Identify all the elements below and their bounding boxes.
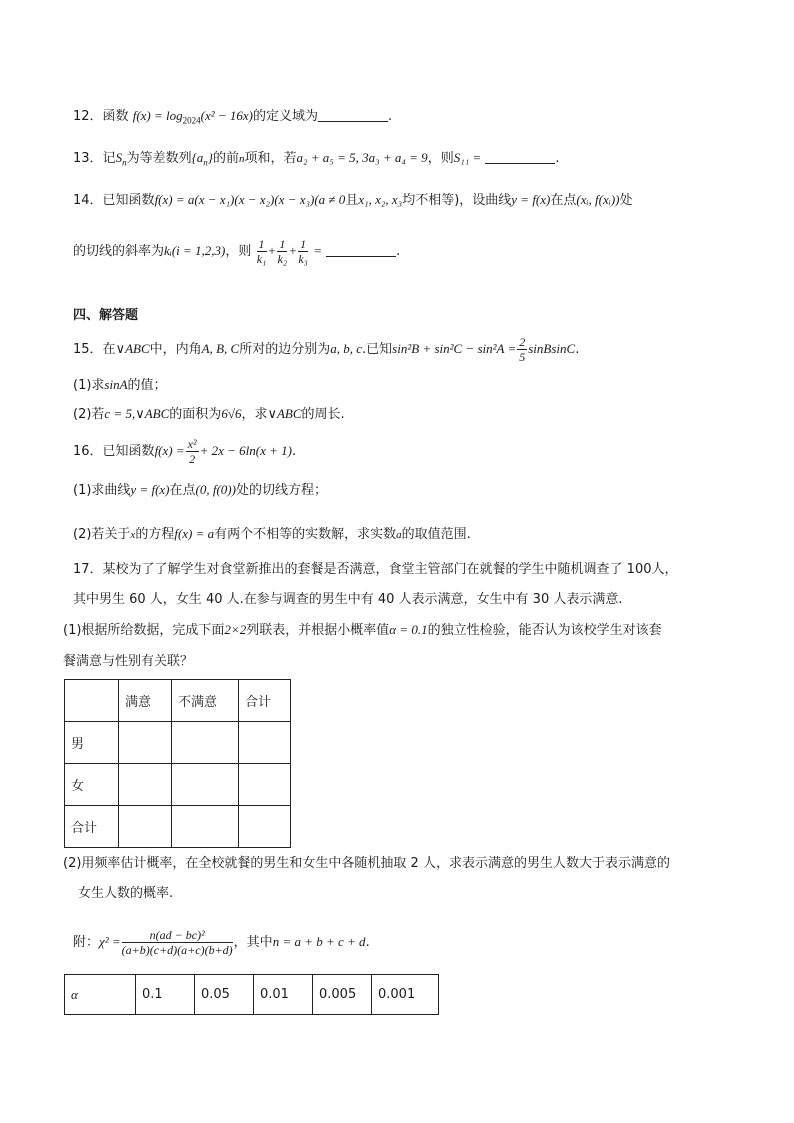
q16-formula: + 2x − 6ln(x + 1) — [199, 443, 292, 458]
q15-text: (1)求 — [73, 378, 105, 393]
q16-var: x — [130, 529, 136, 541]
table-cell[interactable] — [119, 722, 172, 764]
q14-text: 且 — [345, 193, 359, 208]
table-cell: 0.1 — [136, 975, 195, 1015]
question-number: 14． — [73, 193, 103, 208]
q16-text: 在点 — [169, 483, 196, 498]
table-cell[interactable] — [239, 722, 291, 764]
q13-text: 的前 — [212, 151, 239, 166]
question-14 — [73, 190, 633, 211]
q14-vars: x₁, x₂, x₃ — [358, 192, 403, 207]
q16-text: 有两个不相等的实数解，求实数 — [214, 527, 397, 542]
q12-text: 函数 — [102, 109, 129, 124]
q17-alpha: α = 0.1 — [389, 622, 428, 637]
table-cell: 0.005 — [313, 975, 372, 1015]
q16-text: 处的切线方程； — [235, 483, 327, 498]
question-17-part1 — [63, 620, 662, 641]
question-17 — [73, 560, 678, 580]
formula-note — [73, 925, 370, 960]
q15-sides: a, b, c — [330, 341, 363, 356]
q12-formula: f(x) = log — [132, 108, 183, 123]
q15-text: ，求 — [241, 407, 268, 422]
fraction-numerator: 1 — [279, 237, 286, 251]
q15-text: 的值； — [127, 378, 167, 393]
q15-triangle: ∨ABC — [115, 341, 150, 356]
q14-curve: y = f(x) — [511, 192, 551, 207]
table-cell[interactable] — [172, 806, 239, 848]
q15-angles: A, B, C — [201, 341, 240, 356]
note-end: . — [365, 935, 370, 950]
q14-text: 处 — [619, 193, 633, 208]
answer-blank[interactable] — [485, 151, 555, 164]
fraction-denominator: 2 — [189, 452, 196, 466]
fraction-numerator: 2 — [519, 335, 526, 349]
q13-text: 项和，若 — [244, 151, 297, 166]
table-header-cell: 合计 — [239, 680, 291, 722]
q17-text: 某校为了了解学生对食堂新推出的套餐是否满意，食堂主管部门在就餐的学生中随机调查了 100人， — [102, 562, 678, 577]
contingency-table — [64, 679, 291, 848]
q16-formula: f(x) = — [154, 443, 185, 458]
q13-sn: S — [115, 150, 123, 165]
q17-text: (1)根据所给数据，完成下面 — [63, 623, 225, 638]
question-number: 17． — [73, 562, 103, 577]
question-17-line2: 其中男生 60 人，女生 40 人.在参与调查的男生中有 40 人表示满意，女生中有 30 人表示满意. — [73, 592, 623, 607]
q16-equation: f(x) = a — [174, 526, 215, 541]
question-14-line2: 的切线的斜率为kᵢ(i = 1,2,3)，则 $\frac{1}{\text{k₁}}$ + $\frac{1}{\text{k₂}}$ + $\frac{1}{\text{k₃}}$ = . — [73, 237, 401, 266]
q15-area: 6√6 — [221, 406, 242, 421]
table-cell: 0.001 — [372, 975, 439, 1015]
question-number: 12． — [73, 109, 103, 124]
table-row-label: 女 — [65, 764, 119, 806]
q15-text: 所对的边分别为 — [239, 342, 331, 357]
fraction — [257, 237, 267, 266]
q13-condition: a₂ + a₅ = 5, 3a₃ + a₄ = 9 — [296, 150, 428, 165]
q15-text: 中，内角 — [149, 342, 202, 357]
table-row — [65, 806, 291, 848]
q16-text: 的取值范围. — [401, 527, 471, 542]
question-16 — [73, 436, 296, 467]
fraction-numerator: 1 — [300, 237, 307, 251]
q15-expression: sin²B + sin²C − sin²A = — [392, 341, 517, 356]
q12-text: 的定义域为 — [253, 109, 319, 124]
q13-sn-sub: n — [122, 157, 127, 168]
q14-text: 的切线的斜率为 — [73, 244, 165, 259]
note-text: ，其中 — [233, 935, 273, 950]
question-number: 15． — [73, 342, 103, 357]
q14-slope: kᵢ(i = 1,2,3) — [164, 243, 226, 258]
q15-triangle: ∨ABC — [267, 406, 302, 421]
q16-text: (1)求曲线 — [73, 483, 131, 498]
table-cell: 0.05 — [195, 975, 254, 1015]
q14-formula: f(x) = a(x − x₁)(x − x₂)(x − x₃)(a ≠ 0 — [154, 192, 346, 207]
q15-text: .已知 — [362, 342, 393, 357]
q16-var: a — [396, 529, 402, 541]
table-header-row — [65, 680, 291, 722]
table-row-label: 合计 — [65, 806, 119, 848]
table-cell: 0.01 — [254, 975, 313, 1015]
fraction — [277, 237, 287, 266]
fraction-denominator: 5 — [519, 350, 526, 364]
table-row — [65, 764, 291, 806]
q13-n: n — [239, 153, 245, 165]
q16-curve: y = f(x) — [130, 482, 170, 497]
fraction — [517, 335, 527, 364]
q15-expression: sinBsinC — [528, 341, 576, 356]
q13-end: . — [555, 151, 560, 166]
fraction-numerator: x² — [187, 437, 197, 451]
q13-text: 记 — [102, 151, 116, 166]
q13-seq-end: } — [207, 150, 213, 165]
table-cell[interactable] — [119, 764, 172, 806]
q16-text: (2)若关于 — [73, 527, 131, 542]
q14-text: ，则 — [225, 244, 252, 259]
q13-target: S₁₁ = — [453, 150, 482, 165]
q16-end: . — [291, 444, 297, 459]
table-cell[interactable] — [172, 722, 239, 764]
fraction-denominator: k₂ — [277, 252, 288, 266]
q14-end: . — [396, 244, 401, 259]
question-12 — [73, 106, 392, 131]
fraction-denominator: (a+b)(c+d)(a+c)(b+d) — [121, 943, 233, 957]
answer-blank[interactable] — [318, 109, 388, 122]
q14-point: (xᵢ, f(xᵢ)) — [576, 192, 620, 207]
q12-argument: (x² − 16x) — [200, 108, 254, 123]
question-15-part2 — [73, 404, 345, 425]
note-n: n = a + b + c + d — [272, 934, 366, 949]
question-17-part1-line2: 餐满意与性别有关联？ — [63, 654, 194, 669]
q16-text: 已知函数 — [102, 444, 155, 459]
q17-text: 的独立性检验，能否认为该校学生对该套 — [427, 623, 662, 638]
table-header-cell: 不满意 — [172, 680, 239, 722]
table-row-label: 男 — [65, 722, 119, 764]
question-17-part2-line2: 女生人数的概率. — [78, 886, 174, 901]
q15-text: (2)若 — [73, 407, 105, 422]
fraction-denominator: k₃ — [298, 252, 308, 266]
alpha-table — [64, 974, 439, 1015]
question-number: 16． — [73, 444, 103, 459]
q13-text: ，则 — [427, 151, 454, 166]
table-row — [65, 722, 291, 764]
q15-end: . — [575, 342, 580, 357]
q12-end: . — [388, 109, 393, 124]
q14-text: 已知函数 — [102, 193, 155, 208]
note-label: 附： — [73, 935, 100, 950]
q16-text: 的方程 — [135, 527, 175, 542]
section-title: 四、解答题 — [73, 308, 139, 323]
table-cell[interactable] — [239, 806, 291, 848]
q15-text: 在 — [102, 342, 116, 357]
question-15 — [73, 334, 579, 365]
table-header-cell: 满意 — [119, 680, 172, 722]
answer-blank[interactable] — [326, 244, 396, 257]
q13-text: 为等差数列 — [126, 151, 192, 166]
q13-seq-sub: n — [203, 157, 208, 168]
table-cell[interactable] — [119, 806, 172, 848]
q13-seq: {a — [191, 150, 204, 165]
fraction-numerator: n(ad − bc)² — [122, 928, 233, 943]
question-15-part1 — [73, 375, 167, 396]
question-16-part2 — [73, 524, 471, 545]
chi-fraction — [122, 928, 233, 957]
fraction-numerator: 1 — [258, 237, 265, 251]
q14-text: 在点 — [550, 193, 577, 208]
table-header-cell — [65, 680, 119, 722]
q15-text: 的面积为 — [169, 407, 222, 422]
table-cell[interactable] — [239, 764, 291, 806]
q15-text: 的周长. — [301, 407, 345, 422]
q17-text: 列联表，并根据小概率值 — [246, 623, 390, 638]
fraction — [186, 437, 199, 466]
q12-log-base: 2024 — [182, 115, 201, 126]
q15-math: sinA — [104, 377, 128, 392]
table-cell[interactable] — [172, 764, 239, 806]
chi-square: χ² = — [99, 934, 121, 949]
question-number: 13． — [73, 151, 103, 166]
q17-math: 2×2 — [224, 622, 247, 637]
question-16-part1 — [73, 480, 327, 501]
fraction-denominator: k₁ — [256, 252, 267, 266]
fraction — [298, 237, 308, 266]
q14-text: 均不相等)，设曲线 — [402, 193, 512, 208]
table-row — [65, 975, 439, 1015]
table-cell: α — [65, 975, 136, 1015]
q16-point: (0, f(0)) — [195, 482, 236, 497]
q14-eq: = — [313, 243, 323, 258]
q15-math: c = 5,∨ABC — [104, 406, 170, 421]
question-17-part2: (2)用频率估计概率，在全校就餐的男生和女生中各随机抽取 2 人，求表示满意的男生人数大于表示满意的 — [63, 856, 670, 871]
question-13 — [73, 148, 560, 173]
